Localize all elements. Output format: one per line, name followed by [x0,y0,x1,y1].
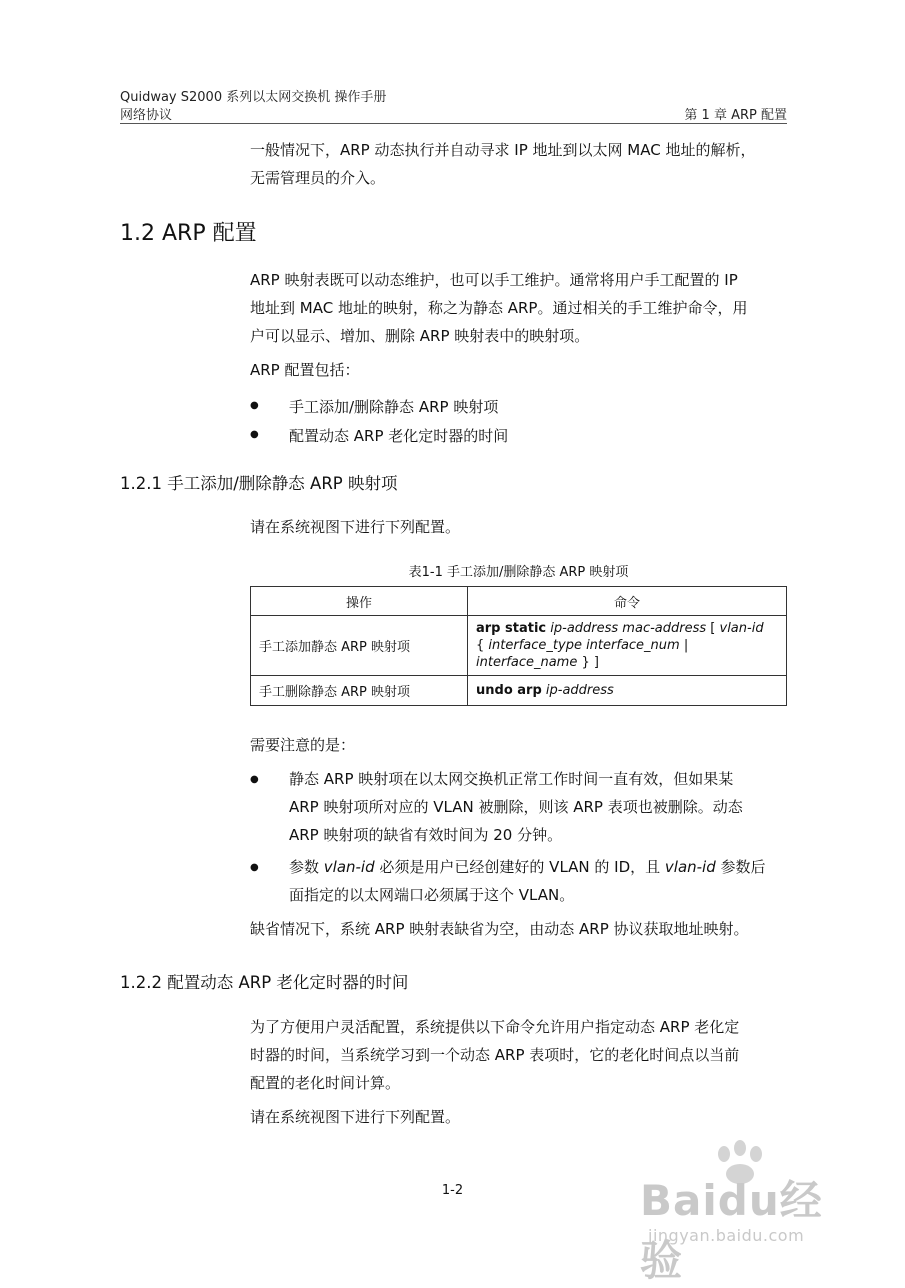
page-number: 1-2 [441,1183,464,1198]
header-chapter: 第 1 章 ARP 配置 [684,108,787,123]
command-vlan-arg: vlan-id [719,621,764,636]
section-1-2-1-heading: 1.2.1 手工添加/删除静态 ARP 映射项 [120,474,398,493]
command-bracket: [ [710,621,716,636]
command-pipe: | [683,638,689,653]
header-title [120,86,386,105]
watermark-brand: Baidu经验 [640,1176,823,1285]
bullet-item: 配置动态 ARP 老化定时器的时间 [289,427,509,445]
system-view-note: 请在系统视图下进行下列配置。 [250,518,461,536]
command-keyword: undo arp [476,683,542,698]
note-item-1 [289,765,779,849]
command-close: } ] [581,655,599,670]
bullet-marker: ● [250,429,259,440]
table-row [251,616,787,676]
note1-line-3: ARP 映射项的缺省有效时间为 20 分钟。 [289,826,563,844]
table-header-operation: 操作 [251,587,468,616]
command-args: ip-address mac-address [550,621,707,636]
table-row [251,676,787,706]
note2-text: 必须是用户已经创建好的 VLAN 的 ID，且 [374,858,665,876]
header-product: Quidway S2000 [120,90,223,105]
system-view-note-2: 请在系统视图下进行下列配置。 [250,1108,461,1126]
note-item-2 [289,853,779,909]
table-cell-operation: 手工添加静态 ARP 映射项 [251,616,468,676]
command-interface-type: interface_type interface_num [488,638,680,653]
section-1-2-2-paragraph [250,1013,778,1097]
bullet-marker: ● [250,774,259,785]
s12-line-2: 地址到 MAC 地址的映射，称之为静态 ARP。通过相关的手工维护命令，用 [250,299,748,317]
section-1-2-2-heading: 1.2.2 配置动态 ARP 老化定时器的时间 [120,973,409,992]
note2-line-2: 面指定的以太网端口必须属于这个 VLAN。 [289,886,575,904]
default-note: 缺省情况下，系统 ARP 映射表缺省为空，由动态 ARP 协议获取地址映射。 [250,920,749,938]
command-args: ip-address [545,683,614,698]
header-manual: 系列以太网交换机 操作手册 [226,90,387,105]
command-brace: { [476,638,485,653]
note2-param: vlan-id [664,858,716,876]
table-header-command: 命令 [468,587,787,616]
command-keyword: arp static [476,621,547,636]
note1-line-2: ARP 映射项所对应的 VLAN 被删除，则该 ARP 表项也被删除。动态 [289,798,743,816]
s122-line-3: 配置的老化时间计算。 [250,1074,401,1092]
table-header-row [251,587,787,616]
command-line-1 [476,620,778,637]
intro-line-2: 无需管理员的介入。 [250,169,386,187]
table-cell-command [468,616,787,676]
section-1-2-paragraph [250,266,778,350]
table-caption: 表1-1 手工添加/删除静态 ARP 映射项 [408,565,629,580]
note2-text: 参数后 [715,858,766,876]
command-line-2 [476,637,778,671]
notes-title: 需要注意的是： [250,736,356,754]
note2-line-1 [289,853,779,881]
s12-line-1: ARP 映射表既可以动态维护，也可以手工维护。通常将用户手工配置的 IP [250,271,738,289]
note2-param: vlan-id [323,858,375,876]
section-1-2-heading: 1.2 ARP 配置 [120,221,257,246]
header-divider [120,123,787,124]
arp-command-table [250,586,787,706]
command-interface-name: interface_name [476,655,578,670]
header-section: 网络协议 [120,108,173,123]
bullet-marker: ● [250,400,259,411]
intro-line-1: 一般情况下，ARP 动态执行并自动寻求 IP 地址到以太网 MAC 地址的解析， [250,141,756,159]
baidu-watermark [640,1140,850,1285]
s122-line-1: 为了方便用户灵活配置，系统提供以下命令允许用户指定动态 ARP 老化定 [250,1018,740,1036]
s12-line-3: 户可以显示、增加、删除 ARP 映射表中的映射项。 [250,327,590,345]
table-cell-command [468,676,787,706]
watermark-url: jingyan.baidu.com [648,1226,805,1245]
intro-paragraph [250,136,778,192]
bullet-marker: ● [250,862,259,873]
table-cell-operation: 手工删除静态 ARP 映射项 [251,676,468,706]
note1-line-1: 静态 ARP 映射项在以太网交换机正常工作时间一直有效，但如果某 [289,770,734,788]
bullet-item: 手工添加/删除静态 ARP 映射项 [289,398,499,416]
s122-line-2: 时器的时间，当系统学习到一个动态 ARP 表项时，它的老化时间点以当前 [250,1046,740,1064]
note2-text: 参数 [289,858,324,876]
arp-config-includes: ARP 配置包括： [250,361,360,379]
